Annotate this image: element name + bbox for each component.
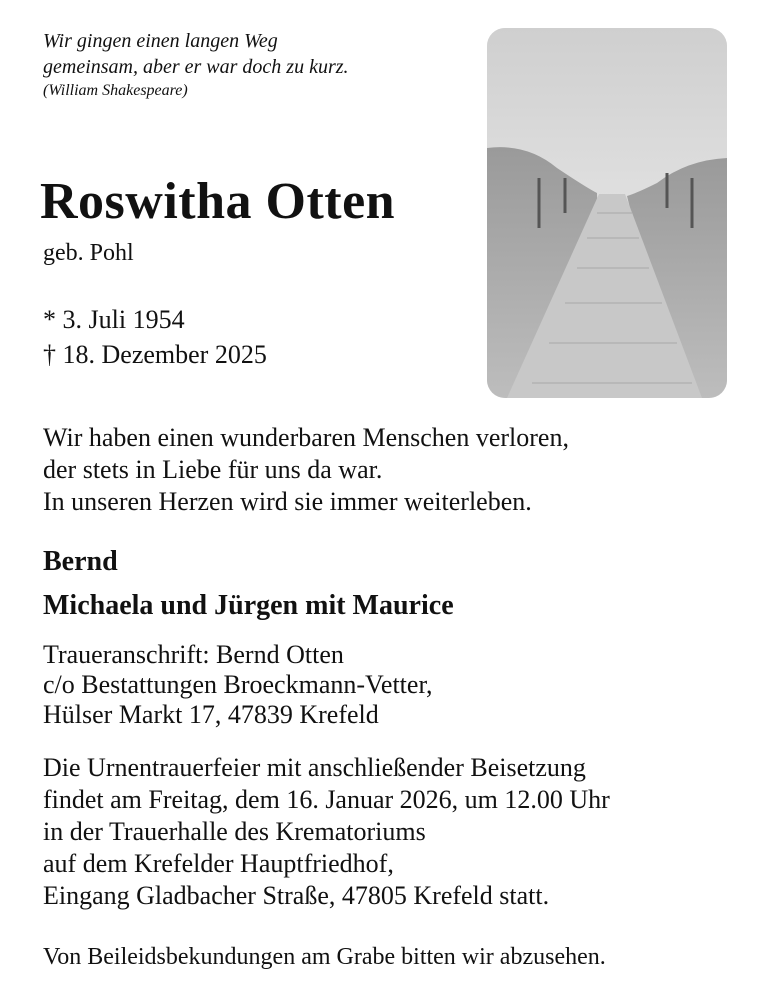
condolence-line: Wir haben einen wunderbaren Menschen verloren, xyxy=(43,423,569,452)
death-date: † 18. Dezember 2025 xyxy=(43,340,267,369)
ceremony-line: Eingang Gladbacher Straße, 47805 Krefeld statt. xyxy=(43,881,550,910)
deceased-name: Roswitha Otten xyxy=(40,173,396,230)
condolence-line: In unseren Herzen wird sie immer weiterleben. xyxy=(43,487,532,516)
address-line: Hülser Markt 17, 47839 Krefeld xyxy=(43,700,379,729)
quote-block xyxy=(43,28,349,102)
life-dates xyxy=(43,302,267,372)
quote-line: gemeinsam, aber er war doch zu kurz. xyxy=(43,56,349,78)
closing-note: Von Beileidsbekundungen am Grabe bitten wir abzusehen. xyxy=(43,944,606,970)
birth-date: * 3. Juli 1954 xyxy=(43,305,185,334)
family-line: Bernd xyxy=(43,546,118,577)
address-line: c/o Bestattungen Broeckmann-Vetter, xyxy=(43,670,433,699)
ceremony-line: auf dem Krefelder Hauptfriedhof, xyxy=(43,849,394,878)
boardwalk-dunes-photo xyxy=(487,28,727,398)
ceremony-line: findet am Freitag, dem 16. Januar 2026, um 12.00 Uhr xyxy=(43,785,610,814)
ceremony-line: in der Trauerhalle des Krematoriums xyxy=(43,817,426,846)
address-line: Traueranschrift: Bernd Otten xyxy=(43,640,344,669)
mourning-address xyxy=(43,640,433,730)
condolence-text xyxy=(43,422,569,518)
family-line: Michaela und Jürgen mit Maurice xyxy=(43,590,454,621)
quote-line: Wir gingen einen langen Weg xyxy=(43,30,278,52)
quote-author: (William Shakespeare) xyxy=(43,82,188,99)
birth-name: geb. Pohl xyxy=(43,240,134,266)
ceremony-info xyxy=(43,752,610,912)
family-names xyxy=(43,540,454,628)
condolence-line: der stets in Liebe für uns da war. xyxy=(43,455,383,484)
ceremony-line: Die Urnentrauerfeier mit anschließender Beisetzung xyxy=(43,753,586,782)
